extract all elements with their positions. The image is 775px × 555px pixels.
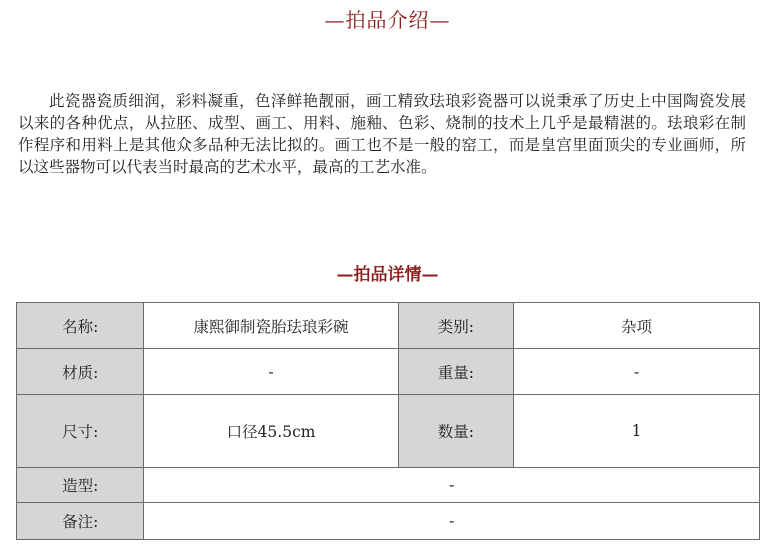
table-row (17, 303, 760, 349)
shape-value: - (144, 468, 760, 503)
size-label: 尺寸: (17, 395, 144, 468)
intro-title: —拍品介绍— (324, 8, 451, 32)
shape-label: 造型: (17, 468, 144, 503)
weight-value: - (514, 349, 760, 395)
size-value: 口径45.5cm (144, 395, 398, 468)
category-value: 杂项 (514, 303, 760, 349)
details-title: —拍品详情— (336, 265, 439, 285)
details-table (16, 302, 760, 540)
name-label: 名称: (17, 303, 144, 349)
quantity-value: 1 (514, 395, 760, 468)
quantity-label: 数量: (398, 395, 514, 468)
weight-label: 重量: (398, 349, 514, 395)
material-value: - (144, 349, 398, 395)
remarks-label: 备注: (17, 503, 144, 540)
table-row (17, 503, 760, 540)
category-label: 类别: (398, 303, 514, 349)
intro-paragraph: 此瓷器瓷质细润，彩料凝重，色泽鲜艳靓丽，画工精致珐琅彩瓷器可以说秉承了历史上中国陶瓷发展以来的各种优点，从拉胚、成型、画工、用料、施釉、色彩、烧制的技术上几乎是最精湛的。珐琅彩在制作程序和用料上是其他众多品种无法比拟的。画工也不是一般的窑工，而是皇宫里面顶尖的专业画师，所以这些器物可以代表当时最高的艺术水平，最高的工艺水准。 (18, 92, 746, 176)
remarks-value: - (144, 503, 760, 540)
table-row (17, 349, 760, 395)
table-row (17, 468, 760, 503)
name-value: 康熙御制瓷胎珐琅彩碗 (144, 303, 398, 349)
table-row (17, 395, 760, 468)
material-label: 材质: (17, 349, 144, 395)
